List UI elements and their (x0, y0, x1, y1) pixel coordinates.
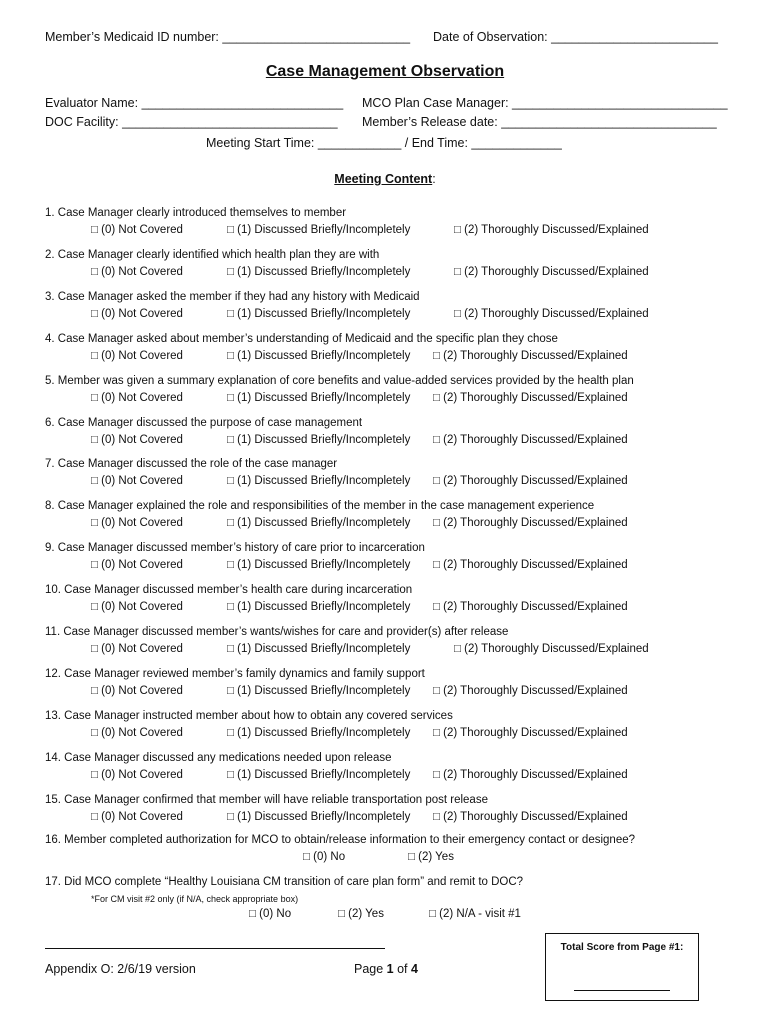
page-total: 4 (411, 962, 418, 976)
q2-thoroughly-discussed-checkbox[interactable]: □ (2) Thoroughly Discussed/Explained (454, 265, 649, 278)
q9-not-covered-checkbox[interactable]: □ (0) Not Covered (91, 559, 183, 572)
q17-yes-checkbox[interactable]: □ (2) Yes (338, 908, 384, 920)
q6-not-covered-checkbox[interactable]: □ (0) Not Covered (91, 433, 183, 446)
footer-divider (45, 948, 385, 949)
q13-thoroughly-discussed-checkbox[interactable]: □ (2) Thoroughly Discussed/Explained (433, 726, 628, 739)
q9-thoroughly-discussed-checkbox[interactable]: □ (2) Thoroughly Discussed/Explained (433, 559, 628, 572)
meeting-time-field[interactable]: Meeting Start Time: ____________ / End Time: _____________ (206, 136, 562, 150)
q12-thoroughly-discussed-checkbox[interactable]: □ (2) Thoroughly Discussed/Explained (433, 684, 628, 697)
q7-discussed-briefly-checkbox[interactable]: □ (1) Discussed Briefly/Incompletely (227, 475, 411, 488)
q14-not-covered-checkbox[interactable]: □ (0) Not Covered (91, 768, 183, 781)
page-number (354, 962, 418, 976)
q3-thoroughly-discussed-checkbox[interactable]: □ (2) Thoroughly Discussed/Explained (454, 307, 649, 320)
date-of-observation-field[interactable]: Date of Observation: ________________________ (433, 30, 718, 44)
q4-thoroughly-discussed-checkbox[interactable]: □ (2) Thoroughly Discussed/Explained (433, 349, 628, 362)
q17-no-checkbox[interactable]: □ (0) No (249, 908, 292, 920)
question-5: 5. Member was given a summary explanation of core benefits and value-added services provided by the health plan (45, 374, 634, 387)
q12-discussed-briefly-checkbox[interactable]: □ (1) Discussed Briefly/Incompletely (227, 684, 411, 697)
version-text: Appendix O: 2/6/19 version (45, 962, 196, 976)
q3-not-covered-checkbox[interactable]: □ (0) Not Covered (91, 307, 183, 320)
question-10: 10. Case Manager discussed member’s health care during incarceration (45, 584, 413, 597)
q16-yes-checkbox[interactable]: □ (2) Yes (408, 851, 454, 863)
medicaid-id-field[interactable]: Member’s Medicaid ID number: ___________________________ (45, 30, 411, 44)
q8-discussed-briefly-checkbox[interactable]: □ (1) Discussed Briefly/Incompletely (227, 517, 411, 530)
doc-facility-field[interactable]: DOC Facility: _______________________________ (45, 115, 338, 129)
q12-not-covered-checkbox[interactable]: □ (0) Not Covered (91, 684, 183, 697)
evaluator-name-field[interactable]: Evaluator Name: _____________________________ (45, 96, 344, 110)
q14-discussed-briefly-checkbox[interactable]: □ (1) Discussed Briefly/Incompletely (227, 768, 411, 781)
question-14: 14. Case Manager discussed any medications needed upon release (45, 751, 392, 764)
q2-not-covered-checkbox[interactable]: □ (0) Not Covered (91, 265, 183, 278)
q5-not-covered-checkbox[interactable]: □ (0) Not Covered (91, 391, 183, 404)
meeting-content-heading (0, 172, 770, 186)
q4-not-covered-checkbox[interactable]: □ (0) Not Covered (91, 349, 183, 362)
question-8: 8. Case Manager explained the role and responsibilities of the member in the case management experience (45, 500, 595, 513)
question-6: 6. Case Manager discussed the purpose of case management (45, 416, 363, 429)
q2-discussed-briefly-checkbox[interactable]: □ (1) Discussed Briefly/Incompletely (227, 265, 411, 278)
question-15: 15. Case Manager confirmed that member will have reliable transportation post release (45, 793, 488, 806)
q11-discussed-briefly-checkbox[interactable]: □ (1) Discussed Briefly/Incompletely (227, 643, 411, 655)
page-prefix: Page (354, 962, 387, 976)
q1-thoroughly-discussed-checkbox[interactable]: □ (2) Thoroughly Discussed/Explained (454, 224, 649, 236)
q5-discussed-briefly-checkbox[interactable]: □ (1) Discussed Briefly/Incompletely (227, 391, 411, 404)
q13-not-covered-checkbox[interactable]: □ (0) Not Covered (91, 726, 183, 739)
page-current: 1 (386, 962, 394, 976)
q9-discussed-briefly-checkbox[interactable]: □ (1) Discussed Briefly/Incompletely (227, 559, 411, 572)
q6-discussed-briefly-checkbox[interactable]: □ (1) Discussed Briefly/Incompletely (227, 433, 411, 446)
page-title: Case Management Observation (265, 63, 505, 80)
question-4: 4. Case Manager asked about member’s understanding of Medicaid and the specific plan they chose (45, 332, 558, 345)
question-16: 16. Member completed authorization for MCO to obtain/release information to their emergency contact or designee? (45, 834, 636, 846)
meeting-content-colon: : (432, 172, 436, 186)
release-date-field[interactable]: Member’s Release date: _______________________________ (362, 115, 717, 129)
total-score-line[interactable] (574, 990, 670, 991)
q10-not-covered-checkbox[interactable]: □ (0) Not Covered (91, 601, 183, 614)
q7-not-covered-checkbox[interactable]: □ (0) Not Covered (91, 475, 183, 488)
question-9: 9. Case Manager discussed member’s history of care prior to incarceration (45, 542, 425, 555)
q14-thoroughly-discussed-checkbox[interactable]: □ (2) Thoroughly Discussed/Explained (433, 768, 628, 781)
q15-discussed-briefly-checkbox[interactable]: □ (1) Discussed Briefly/Incompletely (227, 810, 411, 823)
question-1: 1. Case Manager clearly introduced themselves to member (45, 207, 347, 219)
question-3: 3. Case Manager asked the member if they had any history with Medicaid (45, 290, 420, 303)
question-7: 7. Case Manager discussed the role of the case manager (45, 458, 338, 471)
q5-thoroughly-discussed-checkbox[interactable]: □ (2) Thoroughly Discussed/Explained (433, 391, 628, 404)
q4-discussed-briefly-checkbox[interactable]: □ (1) Discussed Briefly/Incompletely (227, 349, 411, 362)
q17-note: *For CM visit #2 only (if N/A, check appropriate box) (91, 894, 299, 904)
q3-discussed-briefly-checkbox[interactable]: □ (1) Discussed Briefly/Incompletely (227, 307, 411, 320)
question-12: 12. Case Manager reviewed member’s family dynamics and family support (45, 667, 425, 680)
mco-case-manager-field[interactable]: MCO Plan Case Manager: _______________________________ (362, 96, 728, 110)
q13-discussed-briefly-checkbox[interactable]: □ (1) Discussed Briefly/Incompletely (227, 726, 411, 739)
q1-discussed-briefly-checkbox[interactable]: □ (1) Discussed Briefly/Incompletely (227, 224, 411, 236)
meeting-content-label: Meeting Content (334, 172, 433, 186)
page-of: of (393, 962, 411, 976)
q8-not-covered-checkbox[interactable]: □ (0) Not Covered (91, 517, 183, 530)
q6-thoroughly-discussed-checkbox[interactable]: □ (2) Thoroughly Discussed/Explained (433, 433, 628, 446)
question-13: 13. Case Manager instructed member about how to obtain any covered services (45, 709, 453, 722)
q10-thoroughly-discussed-checkbox[interactable]: □ (2) Thoroughly Discussed/Explained (433, 601, 628, 614)
q17-na-checkbox[interactable]: □ (2) N/A - visit #1 (429, 908, 521, 920)
q15-not-covered-checkbox[interactable]: □ (0) Not Covered (91, 810, 183, 823)
q16-no-checkbox[interactable]: □ (0) No (303, 851, 346, 863)
total-score-box (545, 933, 699, 1001)
question-11: 11. Case Manager discussed member’s wants/wishes for care and provider(s) after release (45, 626, 509, 638)
question-17: 17. Did MCO complete “Healthy Louisiana CM transition of care plan form” and remit to DOC? (45, 876, 524, 888)
question-2: 2. Case Manager clearly identified which health plan they are with (45, 248, 380, 261)
total-score-label: Total Score from Page #1: (560, 942, 684, 953)
q11-not-covered-checkbox[interactable]: □ (0) Not Covered (91, 643, 183, 655)
q10-discussed-briefly-checkbox[interactable]: □ (1) Discussed Briefly/Incompletely (227, 601, 411, 614)
q15-thoroughly-discussed-checkbox[interactable]: □ (2) Thoroughly Discussed/Explained (433, 810, 628, 823)
q1-not-covered-checkbox[interactable]: □ (0) Not Covered (91, 224, 183, 236)
q7-thoroughly-discussed-checkbox[interactable]: □ (2) Thoroughly Discussed/Explained (433, 475, 628, 488)
q11-thoroughly-discussed-checkbox[interactable]: □ (2) Thoroughly Discussed/Explained (454, 643, 649, 655)
q8-thoroughly-discussed-checkbox[interactable]: □ (2) Thoroughly Discussed/Explained (433, 517, 628, 530)
